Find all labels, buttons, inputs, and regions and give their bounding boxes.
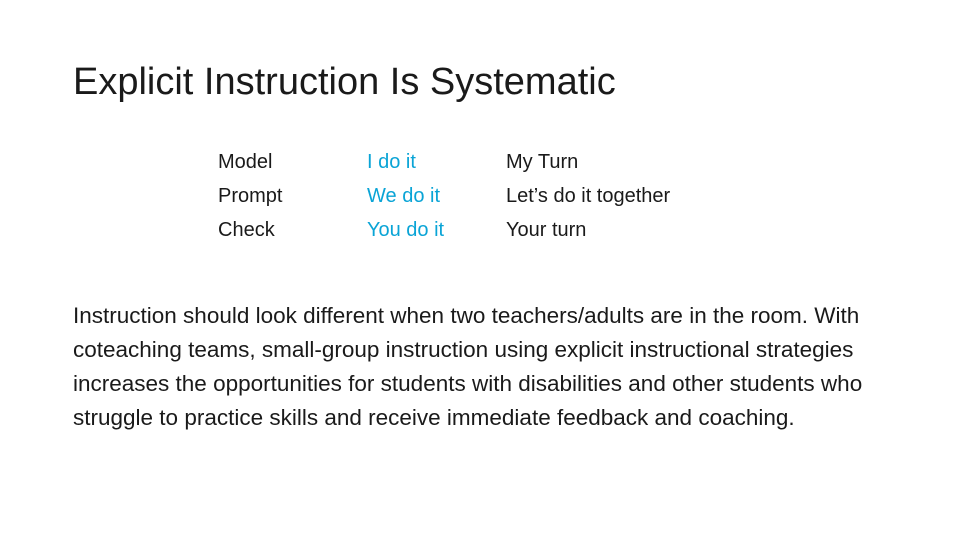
steps-column-phase bbox=[218, 145, 367, 247]
slide-title: Explicit Instruction Is Systematic bbox=[73, 61, 616, 103]
step-label-prompt: Prompt bbox=[218, 185, 283, 207]
step-phrase-your-turn: Your turn bbox=[506, 219, 587, 241]
step-who-i-do: I do it bbox=[367, 151, 416, 173]
step-who-you-do: You do it bbox=[367, 219, 445, 241]
body-paragraph: Instruction should look different when two teachers/adults are in the room. With coteaching teams, small-group instruction using explicit instructional strategies increases the opportunities for students with disabilities and other students who struggle to practice skills and receive immediate feedback and coaching. bbox=[73, 303, 863, 430]
steps-column-who bbox=[367, 145, 506, 247]
step-who-we-do: We do it bbox=[367, 185, 440, 207]
step-phrase-my-turn: My Turn bbox=[506, 151, 579, 173]
step-label-check: Check bbox=[218, 219, 275, 241]
instruction-steps-table bbox=[218, 145, 726, 247]
step-phrase-together: Let’s do it together bbox=[506, 185, 671, 207]
step-label-model: Model bbox=[218, 151, 273, 173]
steps-column-phrase bbox=[506, 145, 726, 247]
